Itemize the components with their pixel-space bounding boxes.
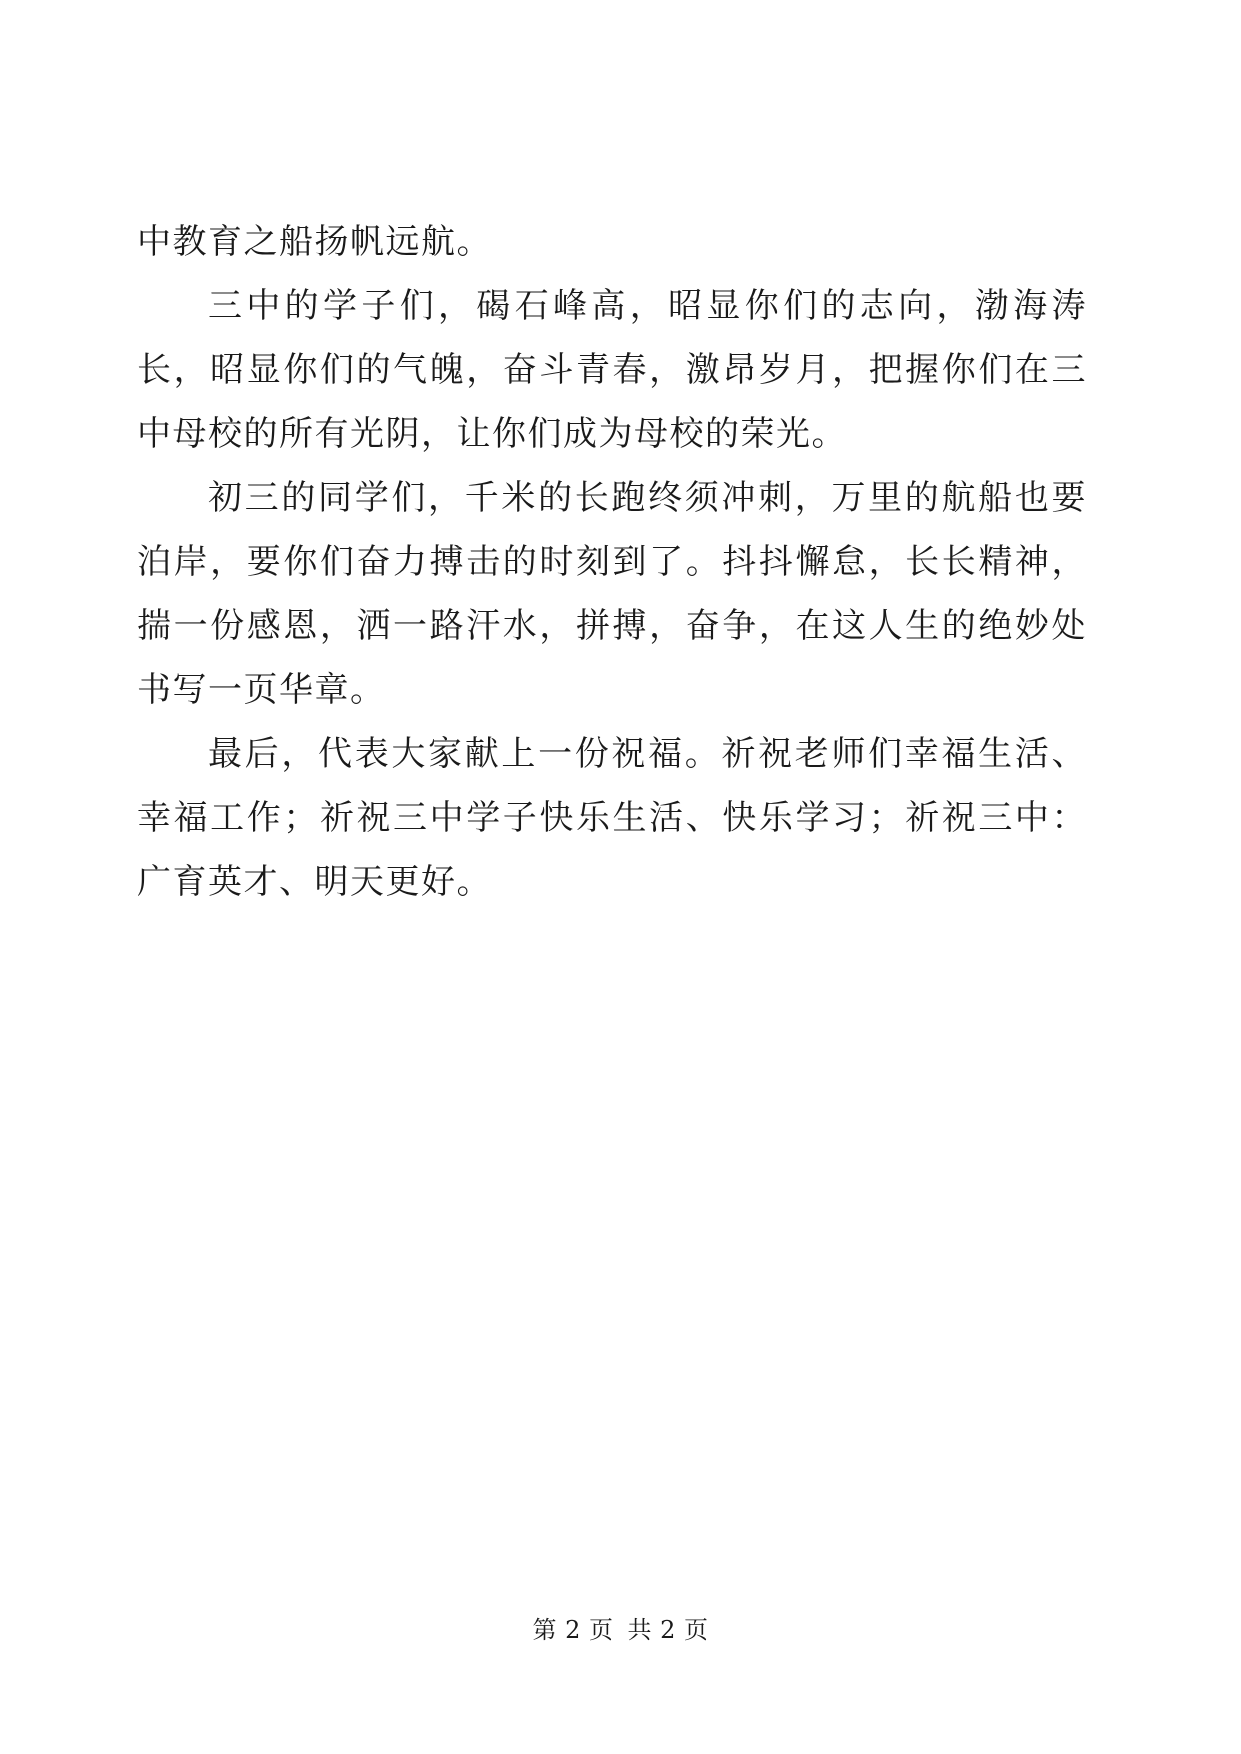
paragraph-closing-wishes: 最后，代表大家献上一份祝福。祈祝老师们幸福生活、幸福工作；祈祝三中学子快乐生活、快乐学习；祈祝三中：广育英才、明天更好。 <box>137 734 1087 902</box>
page-footer <box>0 1610 1241 1645</box>
document-body <box>137 210 1087 914</box>
paragraph-grade-three: 初三的同学们，千米的长跑终须冲刺，万里的航船也要泊岸，要你们奋力搏击的时刻到了。抖抖懈怠，长长精神，揣一份感恩，洒一路汗水，拼搏，奋争，在这人生的绝妙处书写一页华章。 <box>137 478 1087 710</box>
page-number: 第 2 页 <box>532 1616 614 1644</box>
paragraph-students: 三中的学子们，碣石峰高，昭显你们的志向，渤海涛长，昭显你们的气魄，奋斗青春，激昂岁月，把握你们在三中母校的所有光阴，让你们成为母校的荣光。 <box>137 286 1087 454</box>
paragraph-continuation: 中教育之船扬帆远航。 <box>137 222 492 262</box>
page-total: 共 2 页 <box>627 1616 709 1644</box>
